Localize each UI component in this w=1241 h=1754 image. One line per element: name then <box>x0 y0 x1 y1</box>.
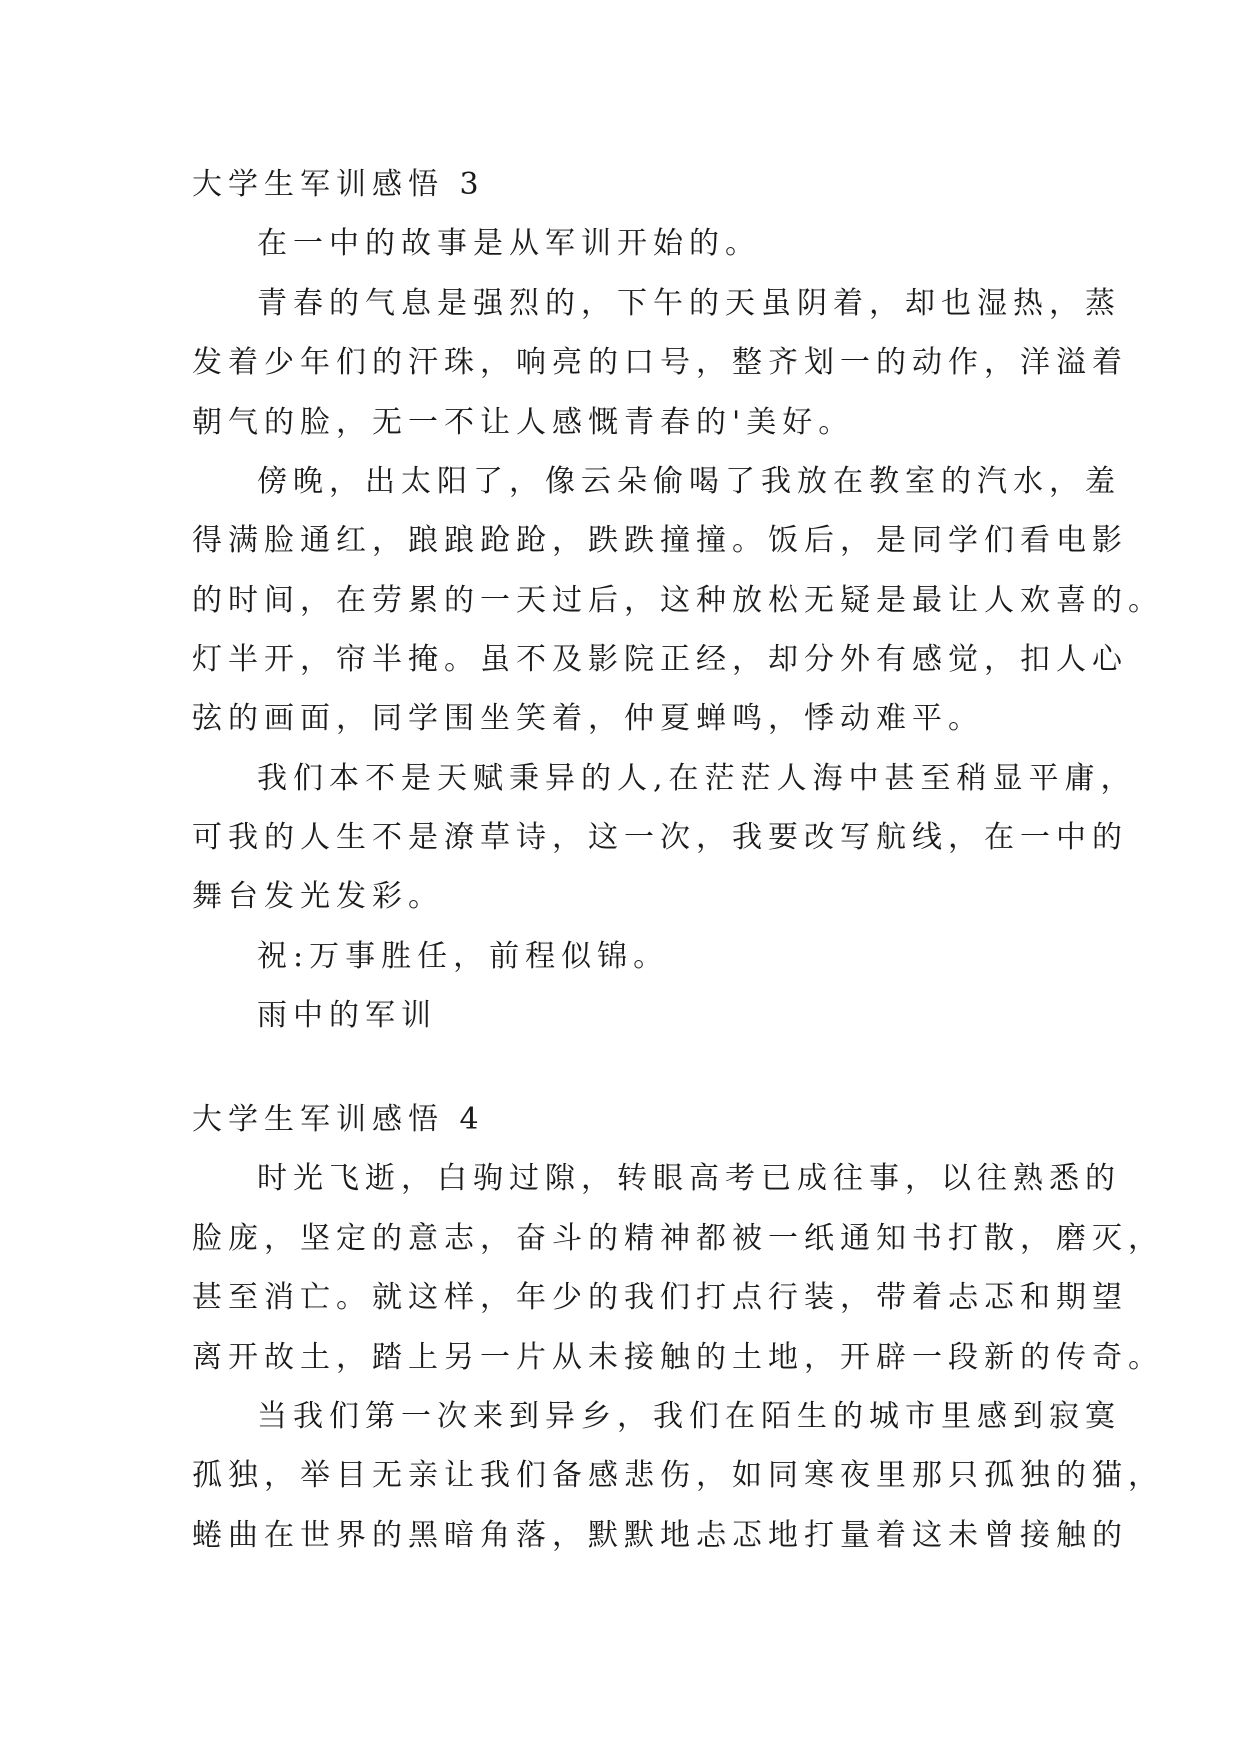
paragraph-line: 青春的气息是强烈的，下午的天虽阴着，却也湿热，蒸 <box>257 286 1121 321</box>
paragraph-line: 当我们第一次来到异乡，我们在陌生的城市里感到寂寞 <box>257 1399 1121 1434</box>
section-heading: 大学生军训感悟 3 <box>192 167 485 202</box>
paragraph-line: 蜷曲在世界的黑暗角落，默默地忐忑地打量着这未曾接触的 <box>192 1518 1128 1553</box>
paragraph-line: 雨中的军训 <box>257 998 437 1033</box>
paragraph-line: 朝气的脸，无一不让人感慨青春的'美好。 <box>192 405 855 440</box>
paragraph-line: 离开故土，踏上另一片从未接触的土地，开辟一段新的传奇。 <box>192 1340 1164 1375</box>
section-heading: 大学生军训感悟 4 <box>192 1102 485 1137</box>
paragraph-line: 祝:万事胜任，前程似锦。 <box>257 939 670 974</box>
paragraph-line: 脸庞，坚定的意志，奋斗的精神都被一纸通知书打散，磨灭， <box>192 1221 1164 1256</box>
paragraph-line: 可我的人生不是潦草诗，这一次，我要改写航线，在一中的 <box>192 820 1128 855</box>
paragraph-line: 孤独，举目无亲让我们备感悲伤，如同寒夜里那只孤独的猫， <box>192 1458 1164 1493</box>
paragraph-line: 弦的画面，同学围坐笑着，仲夏蝉鸣，悸动难平。 <box>192 701 984 736</box>
paragraph-line: 在一中的故事是从军训开始的。 <box>257 226 761 261</box>
paragraph-line: 舞台发光发彩。 <box>192 879 444 914</box>
paragraph-line: 时光飞逝，白驹过隙，转眼高考已成往事，以往熟悉的 <box>257 1161 1121 1196</box>
paragraph-line: 傍晚，出太阳了，像云朵偷喝了我放在教室的汽水，羞 <box>257 464 1121 499</box>
paragraph-line: 的时间，在劳累的一天过后，这种放松无疑是最让人欢喜的。 <box>192 583 1164 618</box>
paragraph-line: 得满脸通红，踉踉跄跄，跌跌撞撞。饭后，是同学们看电影 <box>192 523 1128 558</box>
paragraph-line: 我们本不是天赋秉异的人,在茫茫人海中甚至稍显平庸， <box>257 761 1137 796</box>
paragraph-line: 甚至消亡。就这样，年少的我们打点行装，带着忐忑和期望 <box>192 1280 1128 1315</box>
paragraph-line: 发着少年们的汗珠，响亮的口号，整齐划一的动作，洋溢着 <box>192 345 1128 380</box>
paragraph-line: 灯半开，帘半掩。虽不及影院正经，却分外有感觉，扣人心 <box>192 642 1128 677</box>
